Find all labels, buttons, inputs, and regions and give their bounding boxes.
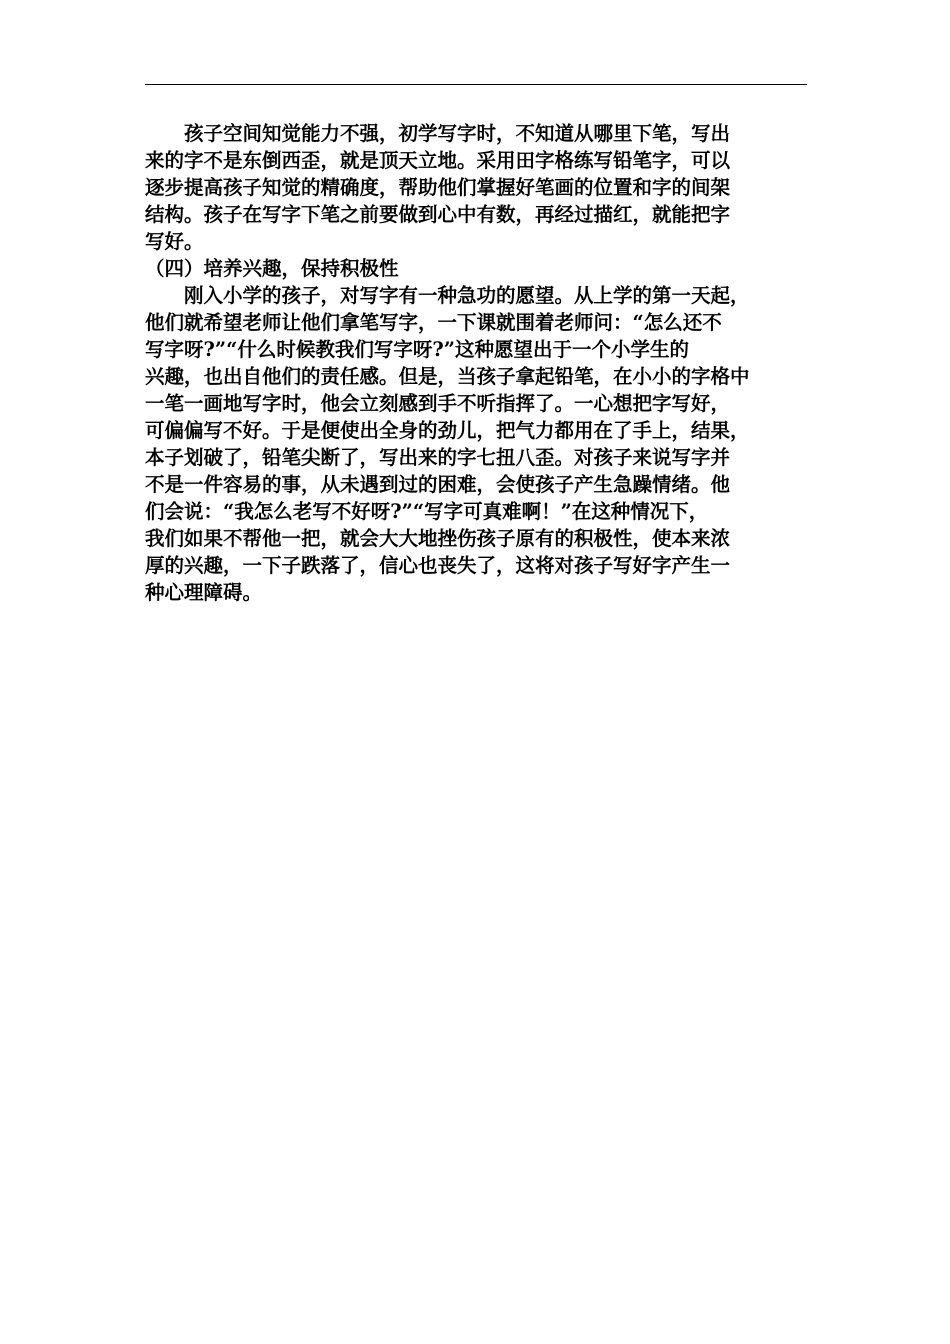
header-rule xyxy=(145,84,807,85)
paragraph-1-line: 结构。孩子在写字下笔之前要做到心中有数，再经过描红，就能把字 xyxy=(145,203,731,226)
paragraph-1 xyxy=(145,120,810,255)
paragraph-2-line: 本子划破了，铅笔尖断了，写出来的字七扭八歪。对孩子来说写字并 xyxy=(145,446,731,469)
paragraph-2-line: 我们如果不帮他一把，就会大大地挫伤孩子原有的积极性，使本来浓 xyxy=(145,527,731,550)
paragraph-2-line: 他们就希望老师让他们拿笔写字，一下课就围着老师问：“怎么还不 xyxy=(145,311,722,334)
paragraph-1-line: 孩子空间知觉能力不强，初学写字时，不知道从哪里下笔，写出 xyxy=(184,122,731,145)
paragraph-2-line: 刚入小学的孩子，对写字有一种急功的愿望。从上学的第一天起， xyxy=(184,284,750,307)
paragraph-2-line: 写字呀?”“什么时候教我们写字呀?”这种愿望出于一个小学生的 xyxy=(145,338,690,361)
paragraph-1-line: 来的字不是东倒西歪，就是顶天立地。采用田字格练写铅笔字，可以 xyxy=(145,149,731,172)
paragraph-1-line: 写好。 xyxy=(145,230,204,253)
paragraph-2-line: 厚的兴趣，一下子跌落了，信心也丧失了，这将对孩子写好字产生一 xyxy=(145,554,731,577)
paragraph-2-line: 一笔一画地写字时，他会立刻感到手不听指挥了。一心想把字写好， xyxy=(145,392,731,415)
document-body xyxy=(145,120,810,606)
paragraph-2-line: 不是一件容易的事，从未遇到过的困难，会使孩子产生急躁情绪。他 xyxy=(145,473,731,496)
paragraph-2 xyxy=(145,282,810,606)
paragraph-1-line: 逐步提高孩子知觉的精确度，帮助他们掌握好笔画的位置和字的间架 xyxy=(145,176,731,199)
section-heading: （四）培养兴趣，保持积极性 xyxy=(145,257,399,280)
paragraph-2-line: 可偏偏写不好。于是便使出全身的劲儿，把气力都用在了手上，结果， xyxy=(145,419,750,442)
paragraph-2-line: 兴趣，也出自他们的责任感。但是，当孩子拿起铅笔，在小小的字格中 xyxy=(145,365,750,388)
paragraph-2-line: 种心理障碍。 xyxy=(145,581,263,604)
paragraph-2-line: 们会说：“我怎么老写不好呀?”“写字可真难啊！”在这种情况下， xyxy=(145,500,709,523)
